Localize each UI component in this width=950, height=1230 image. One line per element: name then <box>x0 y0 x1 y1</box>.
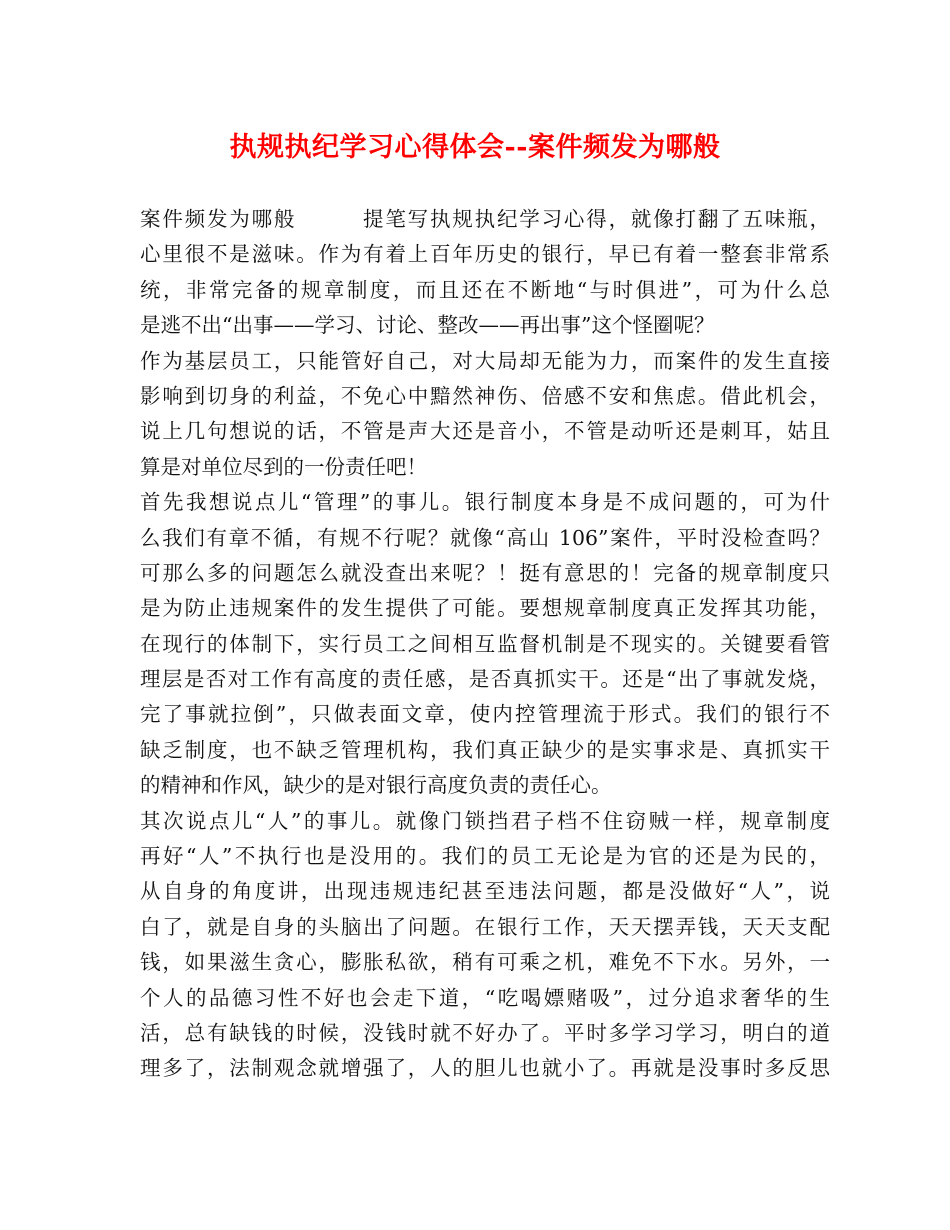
body-line: 活，总有缺钱的时候，没钱时就不好办了。平时多学习学习，明白的道 <box>140 1020 830 1045</box>
body-line: 缺乏制度，也不缺乏管理机构，我们真正缺少的是实事求是、真抓实干 <box>140 737 830 762</box>
body-line: 理层是否对工作有高度的责任感，是否真抓实干。还是“出了事就发烧， <box>140 667 830 692</box>
body-line: 其次说点儿“人”的事儿。就像门锁挡君子档不住窃贼一样，规章制度 <box>140 808 830 833</box>
body-line: 的精神和作风，缺少的是对银行高度负责的责任心。 <box>140 773 612 798</box>
body-line: 是为防止违规案件的发生提供了可能。要想规章制度真正发挥其功能， <box>140 596 830 621</box>
body-line: 可那么多的问题怎么就没查出来呢？！挺有意思的！完备的规章制度只 <box>140 560 830 585</box>
body-line: 完了事就拉倒”，只做表面文章，使内控管理流于形式。我们的银行不 <box>140 702 830 727</box>
body-line: 案件频发为哪般 提笔写执规执纪学习心得，就像打翻了五味瓶， <box>140 207 830 231</box>
body-line: 说上几句想说的话，不管是声大还是音小，不管是动听还是刺耳，姑且 <box>140 419 830 444</box>
body-line: 作为基层员工，只能管好自己，对大局却无能为力，而案件的发生直接 <box>140 348 830 373</box>
body-line: 算是对单位尽到的一份责任吧！ <box>140 454 427 479</box>
body-line: 再好“人”不执行也是没用的。我们的员工无论是为官的还是为民的， <box>140 844 830 869</box>
body-line: 理多了，法制观念就增强了，人的胆儿也就小了。再就是没事时多反思 <box>140 1056 830 1081</box>
body-line: 统，非常完备的规章制度，而且还在不断地“与时俱进”，可为什么总 <box>140 277 830 302</box>
document-body <box>140 202 830 1087</box>
body-line: 个人的品德习性不好也会走下道，“吃喝嫖赌吸”，过分追求奢华的生 <box>140 985 830 1010</box>
document-title: 执规执纪学习心得体会--案件频发为哪般 <box>229 132 721 163</box>
body-line: 白了，就是自身的头脑出了问题。在银行工作，天天摆弄钱，天天支配 <box>140 914 830 939</box>
body-line: 首先我想说点儿“管理”的事儿。银行制度本身是不成问题的，可为什 <box>140 490 830 515</box>
body-line: 影响到切身的利益，不免心中黯然神伤、倍感不安和焦虑。借此机会， <box>140 383 830 408</box>
body-line: 心里很不是滋味。作为有着上百年历史的银行，早已有着一整套非常系 <box>140 242 830 267</box>
body-line: 是逃不出“出事——学习、讨论、整改——再出事”这个怪圈呢？ <box>140 313 715 338</box>
body-line: 从自身的角度讲，出现违规违纪甚至违法问题，都是没做好“人”，说 <box>140 879 830 904</box>
body-line: 钱，如果滋生贪心，膨胀私欲，稍有可乘之机，难免不下水。另外，一 <box>140 950 830 975</box>
body-line: 在现行的体制下，实行员工之间相互监督机制是不现实的。关键要看管 <box>140 631 830 656</box>
body-line: 么我们有章不循，有规不行呢？就像“高山 106”案件，平时没检查吗？ <box>140 525 830 550</box>
